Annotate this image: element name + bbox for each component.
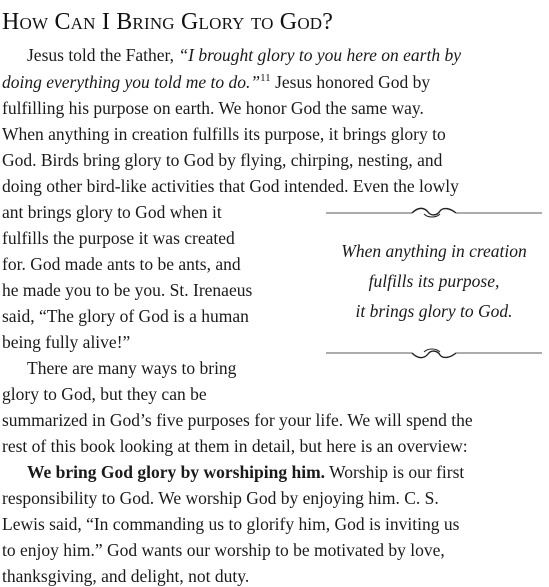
body-line: being fully alive!” (2, 332, 131, 352)
body-line (27, 462, 464, 483)
pull-quote (326, 205, 542, 365)
body-line (27, 45, 461, 66)
body-line: ant brings glory to God when it (2, 202, 222, 222)
body-line: said, “The glory of God is a human (2, 306, 249, 326)
body-line: to enjoy him.” God wants our worship to be motivated by love, (2, 540, 445, 560)
footnote-marker: 11 (260, 72, 271, 85)
body-line: glory to God, but they can be (2, 384, 207, 404)
body-line: Lewis said, “In commanding us to glorify him, God is inviting us (2, 514, 460, 534)
scripture-quote: doing everything you told me to do.” (2, 72, 261, 92)
body-text: Worship is our first (329, 462, 465, 482)
body-line: fulfilling his purpose on earth. We honor God the same way. (2, 98, 424, 118)
pull-quote-line: When anything in creation (341, 241, 527, 261)
body-line: responsibility to God. We worship God by enjoying him. C. S. (2, 488, 439, 508)
flourish-ornament-icon (326, 205, 542, 221)
body-line: God. Birds bring glory to God by flying, chirping, nesting, and (2, 150, 443, 170)
flourish-ornament-icon (326, 345, 542, 361)
body-line: fulfills the purpose it was created (2, 228, 235, 248)
body-line: summarized in God’s five purposes for your life. We will spend the (2, 410, 473, 430)
body-text: Jesus told the Father, (27, 45, 175, 65)
body-line: doing other bird-like activities that God intended. Even the lowly (2, 176, 459, 196)
body-line: thanksgiving, and delight, not duty. (2, 566, 250, 586)
body-line: for. God made ants to be ants, and (2, 254, 241, 274)
bold-lead-in: We bring God glory by worshiping him. (27, 462, 326, 482)
body-line: rest of this book looking at them in detail, but here is an overview: (2, 436, 468, 456)
body-text: Jesus honored God by (275, 72, 431, 92)
body-line: When anything in creation fulfills its purpose, it brings glory to (2, 124, 446, 144)
body-line: There are many ways to bring (27, 358, 237, 378)
body-line: he made you to be you. St. Irenaeus (2, 280, 253, 300)
section-heading: How Can I Bring Glory to God? (2, 9, 334, 35)
pull-quote-line: fulfills its purpose, (368, 271, 500, 291)
scripture-quote: “I brought glory to you here on earth by (178, 45, 461, 65)
pull-quote-line: it brings glory to God. (355, 301, 513, 321)
body-line (2, 72, 430, 93)
